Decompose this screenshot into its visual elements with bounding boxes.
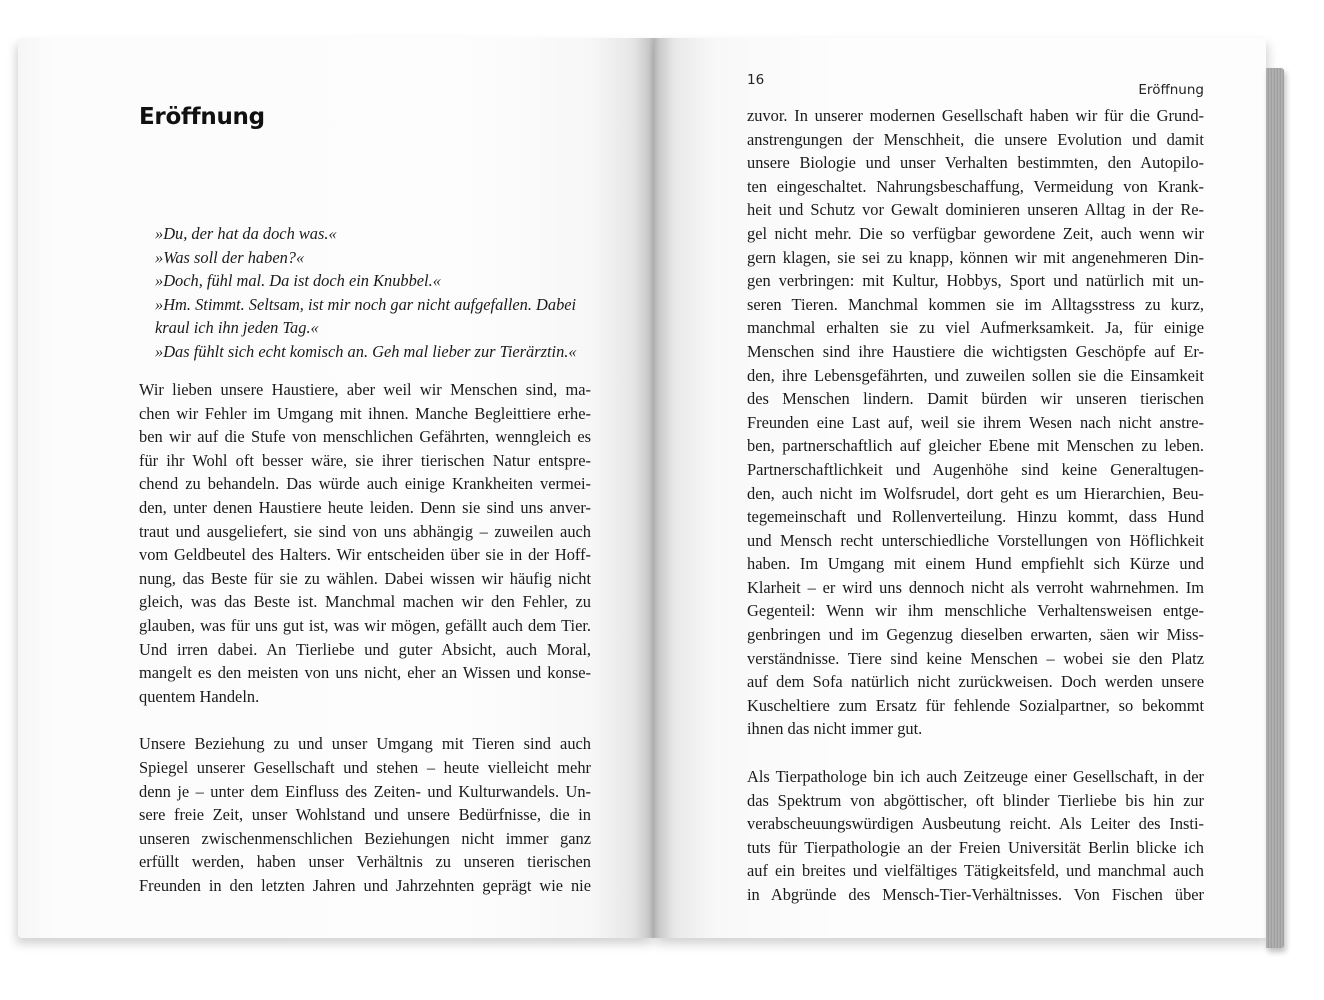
text-line: das Spektrum von abgöttischer, oft blinder Tierliebe bis hin zur	[747, 790, 1204, 810]
text-line: verabscheuungswürdigen Ausbeutung reicht. Als Leiter des Insti-	[747, 814, 1204, 834]
chapter-title: Eröffnung	[139, 104, 265, 130]
right-page-body	[747, 104, 1204, 931]
text-line: zuvor. In unserer modernen Gesellschaft haben wir für die Grund-	[747, 106, 1204, 125]
paragraph	[139, 378, 591, 708]
epigraph	[155, 222, 591, 364]
text-line: auf ein breites und vielfältiges Tätigkeitsfeld, und manchmal auch	[747, 861, 1204, 881]
text-line: Klarheit – er wird uns dennoch nicht als verroht wahrnehmen. Im	[747, 577, 1204, 597]
text-line: quentem Handeln.	[139, 686, 260, 706]
text-line: chen wir Fehler im Umgang mit ihnen. Manche Begleittiere erhe-	[139, 403, 591, 423]
text-line: ten eingeschaltet. Nahrungsbeschaffung, Vermeidung von Krank-	[747, 176, 1204, 196]
text-line: erfüllt werden, haben unser Verhältnis zu unseren tierischen	[139, 852, 591, 872]
left-page	[18, 38, 654, 938]
left-page-body	[139, 378, 591, 921]
text-line: ben wir auf die Stufe von menschlichen Gefährten, wenngleich es	[139, 427, 591, 447]
text-line: haben. Im Umgang mit einem Hund empfiehlt sich Kürze und	[747, 554, 1204, 574]
right-page	[654, 38, 1266, 938]
paragraph	[139, 732, 591, 897]
text-line: Gegenteil: Wenn wir ihm menschliche Verhaltensweisen entge-	[747, 601, 1204, 621]
text-line: auf dem Sofa natürlich nicht zurückweisen. Doch werden unsere	[747, 672, 1204, 692]
text-line: glauben, was für uns gut ist, was wir mögen, gefällt auch dem Tier.	[139, 615, 591, 635]
epigraph-line: kraul ich ihn jeden Tag.«	[155, 318, 319, 338]
text-line: tuts für Tierpathologie an der Freien Universität Berlin blicke ich	[747, 837, 1204, 857]
text-line: Kuscheltiere zum Ersatz für fehlende Sozialpartner, so bekommt	[747, 695, 1204, 715]
text-line: sere freie Zeit, unser Wohlstand und unsere Bedürfnisse, die in	[139, 805, 591, 825]
text-line: und Mensch recht unterschiedliche Vorstellungen von Höflichkeit	[747, 530, 1204, 550]
text-line: Freunden eine Last auf, weil sie ihrem Wesen nach nicht anstre-	[747, 412, 1204, 432]
text-line: tegemeinschaft und Rollenverteilung. Hinzu kommt, dass Hund	[747, 507, 1204, 527]
text-line: genbringen und im Gegenzug dieselben erwarten, säen wir Miss-	[747, 625, 1204, 645]
epigraph-line: »Das fühlt sich echt komisch an. Geh mal lieber zur Tierärztin.«	[155, 341, 577, 361]
text-line: Als Tierpathologe bin ich auch Zeitzeuge einer Gesellschaft, in der	[747, 767, 1204, 787]
text-line: des Menschen lindern. Damit bürden wir unseren tierischen	[747, 389, 1204, 409]
text-line: Freunden in den letzten Jahren und Jahrzehnten geprägt wie nie	[139, 875, 591, 895]
text-line: heit und Schutz vor Gewalt dominieren unseren Alltag in der Re-	[747, 200, 1204, 220]
text-line: gel nicht mehr. Die so verfügbar gewordene Zeit, auch wenn wir	[747, 223, 1204, 243]
text-line: den, auch nicht im Wolfsrudel, dort geht es um Hierarchien, Beu-	[747, 483, 1204, 503]
text-line: den, unter denen Haustiere heute leiden. Denn sie sind uns anver-	[139, 497, 591, 517]
text-line: anstrengungen der Menschheit, die unsere Evolution und damit	[747, 129, 1204, 149]
epigraph-line: »Hm. Stimmt. Seltsam, ist mir noch gar nicht aufgefallen. Dabei	[155, 294, 577, 314]
text-line: mangelt es den meisten von uns nicht, eher an Wissen und konse-	[139, 663, 591, 683]
text-line: Partnerschaftlichkeit und Augenhöhe sind keine Generaltugen-	[747, 459, 1204, 479]
text-line: für ihr Wohl oft besser wäre, sie ihrer tierischen Natur entspre-	[139, 450, 591, 470]
open-book	[18, 38, 1284, 953]
text-line: manchmal erhalten sie zu viel Aufmerksamkeit. Ja, für einige	[747, 318, 1204, 338]
text-line: Und irren dabei. An Tierliebe und guter Absicht, auch Moral,	[139, 639, 591, 659]
text-line: Menschen sind ihre Haustiere die wichtigsten Geschöpfe auf Er-	[747, 341, 1204, 361]
text-line: den, ihre Lebensgefährten, und zuweilen sollen sie die Einsamkeit	[747, 365, 1204, 385]
text-line: nung, das Beste für sie zu wählen. Dabei wissen wir häufig nicht	[139, 568, 591, 588]
text-line: verständnisse. Tiere sind keine Menschen – wobei sie den Platz	[747, 648, 1204, 668]
running-head: Eröffnung	[1138, 82, 1204, 98]
page-header	[747, 72, 1204, 96]
text-line: traut und ausgeliefert, sie sind von uns abhängig – zuweilen auch	[139, 521, 591, 541]
text-line: in Abgründe des Mensch-Tier-Verhältnisses. Von Fischen über	[747, 885, 1204, 904]
text-line: unsere Biologie und unser Verhalten bestimmten, den Autopilo-	[747, 153, 1204, 173]
text-line: Spiegel unserer Gesellschaft und stehen – heute vielleicht mehr	[139, 757, 591, 777]
text-line: unseren zwischenmenschlichen Beziehungen nicht immer ganz	[139, 828, 591, 848]
text-line: gen verbringen: mit Kultur, Hobbys, Sport und natürlich mit un-	[747, 271, 1204, 291]
text-line: Wir lieben unsere Haustiere, aber weil wir Menschen sind, ma-	[139, 380, 591, 399]
page-number: 16	[747, 72, 765, 88]
text-line: ihnen das nicht immer gut.	[747, 719, 923, 739]
text-line: denn je – unter dem Einfluss des Zeiten- und Kulturwandels. Un-	[139, 781, 591, 801]
text-line: gleich, was das Beste ist. Manchmal machen wir den Fehler, zu	[139, 592, 591, 612]
epigraph-line: »Du, der hat da doch was.«	[155, 224, 337, 243]
paragraph	[747, 104, 1204, 741]
text-line: gern klagen, sie sei zu knapp, können wir mit angenehmeren Din-	[747, 247, 1204, 267]
text-line: seren Tieren. Manchmal kommen sie im Alltagsstress zu kurz,	[747, 294, 1204, 314]
page-edge	[1266, 68, 1284, 948]
epigraph-line: »Doch, fühl mal. Da ist doch ein Knubbel.«	[155, 271, 441, 291]
epigraph-line: »Was soll der haben?«	[155, 247, 305, 267]
text-line: vom Geldbeutel des Halters. Wir entscheiden über sie in der Hoff-	[139, 545, 591, 565]
text-line: Unsere Beziehung zu und unser Umgang mit Tieren sind auch	[139, 734, 591, 754]
paragraph	[747, 765, 1204, 907]
text-line: ben, partnerschaftlich auf gleicher Ebene mit Menschen zu leben.	[747, 436, 1204, 456]
text-line: chend zu behandeln. Das würde auch einige Krankheiten vermei-	[139, 474, 591, 494]
